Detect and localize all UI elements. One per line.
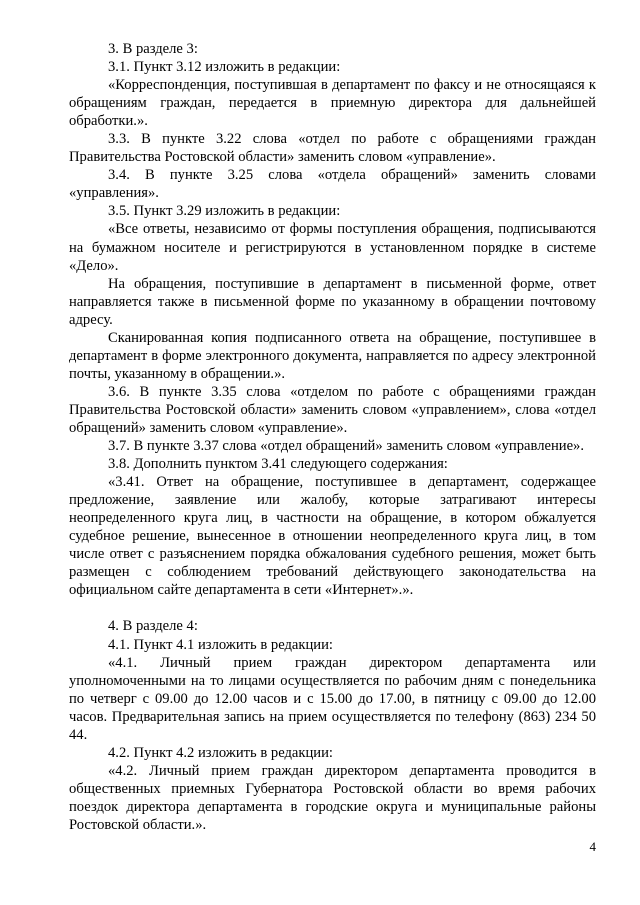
clause-3-8: 3.8. Дополнить пунктом 3.41 следующего содержания: <box>108 456 448 473</box>
clause-4-2: 4.2. Пункт 4.2 изложить в редакции: <box>108 744 333 761</box>
clause-3-8-text: «3.41. Ответ на обращение, поступившее в департамент, содержащее предложение, заявление или жалобу, которые затрагивают интересы неопределенного круга лиц, в частности на обращение, в котором обжалуется судебное решение, вынесенное в отношении неопределенного круга лиц, в том числе ответ с разъяснением порядка обжалования судебного решения, может быть размещен с соблюдением требований действующего законодательства на официальном сайте департамента в сети «Интернет».». <box>69 474 596 599</box>
clause-3-1-text: «Корреспонденция, поступившая в департамент по факсу и не относящаяся к обращениям граждан, передается в приемную директора для дальнейшей обработки.». <box>69 77 596 130</box>
section-3-heading: 3. В разделе 3: <box>108 41 198 57</box>
clause-3-5-text-1: «Все ответы, независимо от формы поступления обращения, подписываются на бумажном носителе и регистрируются в установленном порядке в системе «Дело». <box>69 221 596 274</box>
clause-4-2-text: «4.2. Личный прием граждан директором департамента проводится в общественных приемных Губернатора Ростовской области во время рабочих поездок директора департамента в городские округа и муниципальные районы Ростовской области.». <box>69 762 596 833</box>
section-spacer <box>69 599 596 617</box>
clause-3-6: 3.6. В пункте 3.35 слова «отделом по работе с обращениями граждан Правительства Ростовской области» заменить словом «управлением», слова «отдел обращений» заменить словом «управление». <box>69 383 596 436</box>
clause-4-1-text: «4.1. Личный прием граждан директором департамента или уполномоченными на то лицами осуществляется по рабочим дням с понедельника по четверг с 09.00 до 12.00 часов и с 15.00 до 17.00, в пятницу с 09.00 до 12.00 часов. Предварительная запись на прием осуществляется по телефону (863) 234 50 44. <box>69 654 596 743</box>
document-page <box>69 40 596 834</box>
clause-3-4: 3.4. В пункте 3.25 слова «отдела обращений» заменить словами «управления». <box>69 167 596 202</box>
clause-3-3: 3.3. В пункте 3.22 слова «отдел по работе с обращениями граждан Правительства Ростовской области» заменить словом «управление». <box>69 131 596 166</box>
clause-3-7: 3.7. В пункте 3.37 слова «отдел обращений» заменить словом «управление». <box>108 438 584 455</box>
clause-3-5: 3.5. Пункт 3.29 изложить в редакции: <box>108 203 341 220</box>
section-4-heading: 4. В разделе 4: <box>108 618 198 635</box>
clause-3-1: 3.1. Пункт 3.12 изложить в редакции: <box>108 59 341 76</box>
clause-3-5-text-3: Сканированная копия подписанного ответа на обращение, поступившее в департамент в форме электронного документа, направляется по адресу электронной почты, указанному в обращении.». <box>69 329 596 382</box>
clause-3-5-text-2: На обращения, поступившие в департамент в письменной форме, ответ направляется также в письменной форме по указанному в обращении почтовому адресу. <box>69 275 596 328</box>
clause-4-1: 4.1. Пункт 4.1 изложить в редакции: <box>108 636 333 653</box>
page-number: 4 <box>589 839 596 854</box>
